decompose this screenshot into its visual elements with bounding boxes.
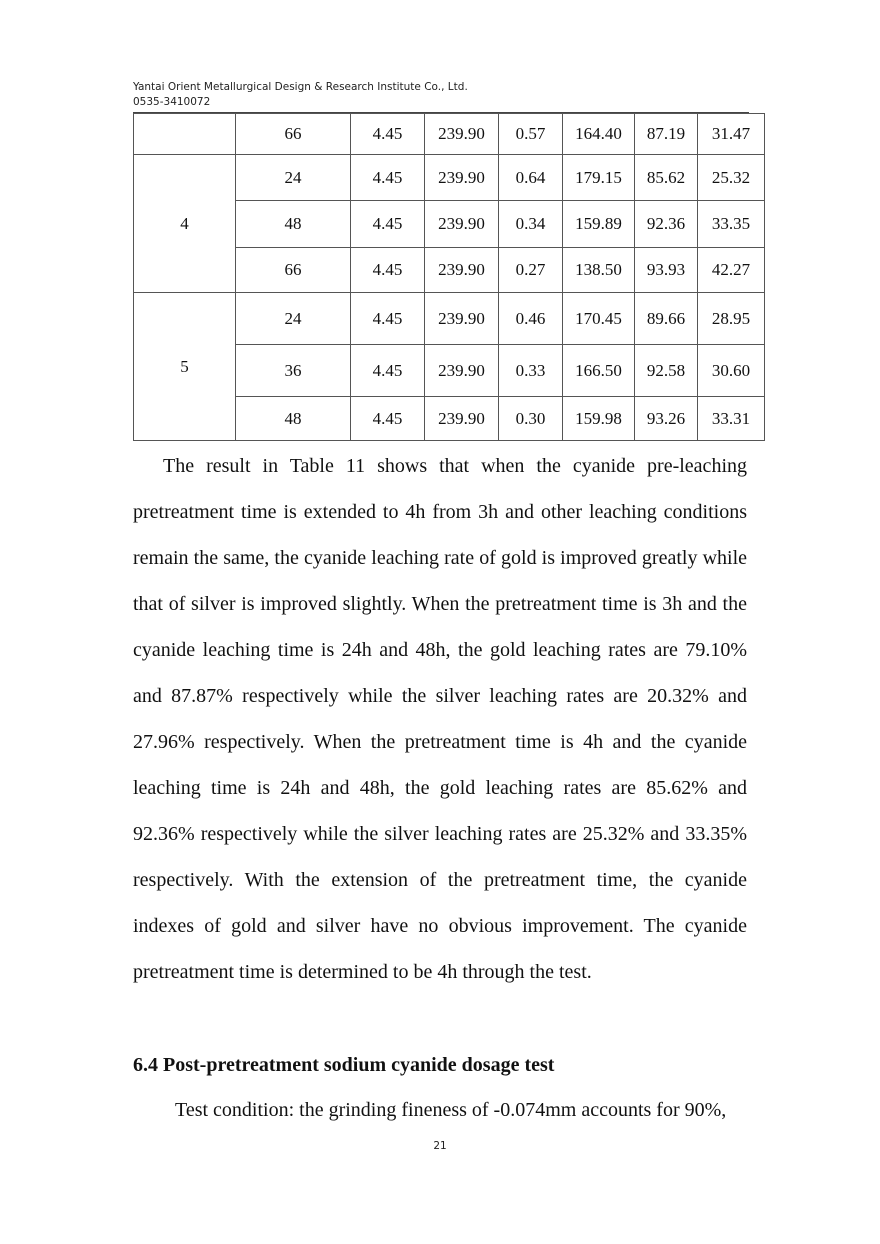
table-cell: 28.95 xyxy=(698,293,765,345)
table-cell: 159.98 xyxy=(563,397,635,441)
page-number: 21 xyxy=(433,1140,447,1152)
table-cell: 239.90 xyxy=(425,397,499,441)
table-cell: 166.50 xyxy=(563,345,635,397)
table-cell: 239.90 xyxy=(425,293,499,345)
table-cell: 0.34 xyxy=(499,201,563,248)
section-heading: 6.4 Post-pretreatment sodium cyanide dosage test xyxy=(133,1054,555,1076)
table-cell: 87.19 xyxy=(635,114,698,155)
table-cell: 4.45 xyxy=(351,397,425,441)
table-row xyxy=(134,155,765,201)
table-cell: 42.27 xyxy=(698,248,765,293)
test-condition-paragraph xyxy=(133,1092,747,1128)
table-cell: 179.15 xyxy=(563,155,635,201)
test-condition-text: Test condition: the grinding fineness of -0.074mm accounts for 90%, xyxy=(175,1099,727,1121)
company-name: Yantai Orient Metallurgical Design & Research Institute Co., Ltd. xyxy=(133,81,468,93)
table-cell: 4.45 xyxy=(351,201,425,248)
page-header xyxy=(133,80,749,110)
table-cell: 4.45 xyxy=(351,248,425,293)
table-cell: 33.35 xyxy=(698,201,765,248)
result-paragraph-text: The result in Table 11 shows that when the cyanide pre-leaching pretreatment time is extended to 4h from 3h and other leaching conditions remain the same, the cyanide leaching rate of gold is improved greatly while that of silver is improved slightly. When the pretreatment time is 3h and the cyanide leaching time is 24h and 48h, the gold leaching rates are 79.10% and 87.87% respectively while the silver leaching rates are 20.32% and 27.96% respectively. When the pretreatment time is 4h and the cyanide leaching time is 24h and 48h, the gold leaching rates are 85.62% and 92.36% respectively while the silver leaching rates are 25.32% and 33.35% respectively. With the extension of the pretreatment time, the cyanide indexes of gold and silver have no obvious improvement. The cyanide pretreatment time is determined to be 4h through the test. xyxy=(133,455,747,983)
group-cell xyxy=(134,114,236,155)
group-cell: 4 xyxy=(134,155,236,293)
table-cell: 239.90 xyxy=(425,201,499,248)
table-cell: 0.30 xyxy=(499,397,563,441)
table-cell: 48 xyxy=(236,397,351,441)
company-phone: 0535-3410072 xyxy=(133,96,211,108)
table-cell: 48 xyxy=(236,201,351,248)
table-row xyxy=(134,114,765,155)
table-cell: 66 xyxy=(236,248,351,293)
table-cell: 170.45 xyxy=(563,293,635,345)
table-cell: 0.33 xyxy=(499,345,563,397)
table-cell: 93.93 xyxy=(635,248,698,293)
table-cell: 164.40 xyxy=(563,114,635,155)
table-cell: 24 xyxy=(236,155,351,201)
table-cell: 159.89 xyxy=(563,201,635,248)
group-cell: 5 xyxy=(134,293,236,441)
table-cell: 92.58 xyxy=(635,345,698,397)
table-cell: 0.46 xyxy=(499,293,563,345)
table-cell: 92.36 xyxy=(635,201,698,248)
table-cell: 239.90 xyxy=(425,114,499,155)
table-cell: 0.64 xyxy=(499,155,563,201)
table-cell: 0.57 xyxy=(499,114,563,155)
table-cell: 239.90 xyxy=(425,345,499,397)
table-cell: 66 xyxy=(236,114,351,155)
table-cell: 30.60 xyxy=(698,345,765,397)
leaching-results-table xyxy=(133,113,765,441)
table-cell: 4.45 xyxy=(351,293,425,345)
table-cell: 239.90 xyxy=(425,248,499,293)
result-paragraph xyxy=(133,443,747,995)
table-cell: 89.66 xyxy=(635,293,698,345)
table-row xyxy=(134,293,765,345)
table-cell: 4.45 xyxy=(351,345,425,397)
table-cell: 0.27 xyxy=(499,248,563,293)
table-cell: 4.45 xyxy=(351,155,425,201)
table-cell: 239.90 xyxy=(425,155,499,201)
table-cell: 31.47 xyxy=(698,114,765,155)
table-cell: 24 xyxy=(236,293,351,345)
table-cell: 25.32 xyxy=(698,155,765,201)
table-cell: 85.62 xyxy=(635,155,698,201)
table-cell: 33.31 xyxy=(698,397,765,441)
table-cell: 138.50 xyxy=(563,248,635,293)
table-cell: 93.26 xyxy=(635,397,698,441)
table-cell: 36 xyxy=(236,345,351,397)
table-cell: 4.45 xyxy=(351,114,425,155)
